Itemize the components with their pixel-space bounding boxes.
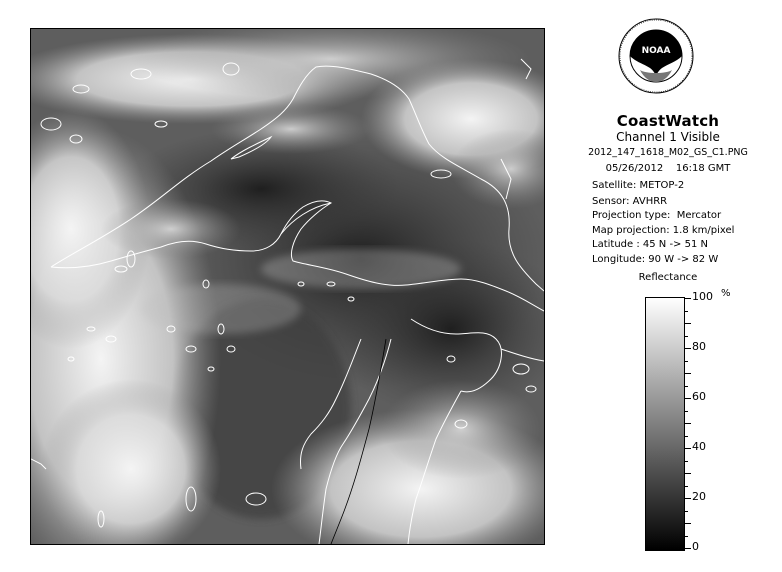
colorbar-minor-tick: [684, 486, 688, 487]
colorbar-minor-tick: [684, 523, 691, 524]
satellite-map: [30, 28, 545, 545]
colorbar-minor-tick: [684, 323, 691, 324]
colorbar-minor-tick: [684, 361, 688, 362]
colorbar-minor-tick: [684, 461, 688, 462]
datetime-label: 05/26/2012 16:18 GMT: [605, 163, 731, 174]
satellite-image: [31, 29, 544, 544]
colorbar-minor-tick: [684, 398, 691, 399]
colorbar-minor-tick: [684, 473, 691, 474]
colorbar-minor-tick: [684, 298, 691, 299]
colorbar-minor-tick: [684, 536, 688, 537]
map-projection-label: Map projection: 1.8 km/pixel: [592, 225, 735, 236]
reflectance-colorbar: [645, 297, 685, 551]
satellite-label: Satellite: METOP-2: [592, 180, 685, 191]
colorbar-minor-tick: [684, 348, 691, 349]
colorbar-minor-tick: [684, 373, 691, 374]
channel-subtitle: Channel 1 Visible: [616, 130, 720, 144]
noaa-logo-icon: [618, 18, 694, 98]
colorbar-minor-tick: [684, 311, 688, 312]
colorbar-minor-tick: [684, 498, 691, 499]
colorbar-tick-label: 0: [692, 540, 699, 553]
colorbar-minor-tick: [684, 423, 691, 424]
colorbar-title: Reflectance: [638, 272, 698, 283]
colorbar-minor-tick: [684, 511, 688, 512]
longitude-label: Longitude: 90 W -> 82 W: [592, 254, 719, 265]
colorbar-minor-tick: [684, 411, 688, 412]
svg-text:NOAA: NOAA: [641, 46, 671, 56]
colorbar-minor-tick: [684, 548, 691, 549]
latitude-label: Latitude : 45 N -> 51 N: [592, 239, 708, 250]
colorbar-minor-tick: [684, 448, 691, 449]
colorbar-tick-label: 100: [692, 290, 713, 303]
colorbar-minor-tick: [684, 386, 688, 387]
colorbar-tick-label: 40: [692, 440, 706, 453]
projection-type-label: Projection type: Mercator: [592, 210, 722, 221]
sensor-label: Sensor: AVHRR: [592, 196, 668, 207]
colorbar-tick-label: 20: [692, 490, 706, 503]
image-filename: 2012_147_1618_M02_GS_C1.PNG: [588, 147, 748, 158]
colorbar-tick-label: 60: [692, 390, 706, 403]
colorbar-tick-label: 80: [692, 340, 706, 353]
colorbar-minor-tick: [684, 336, 688, 337]
app-title: CoastWatch: [616, 112, 720, 130]
colorbar-minor-tick: [684, 436, 688, 437]
colorbar-unit: %: [721, 288, 731, 299]
